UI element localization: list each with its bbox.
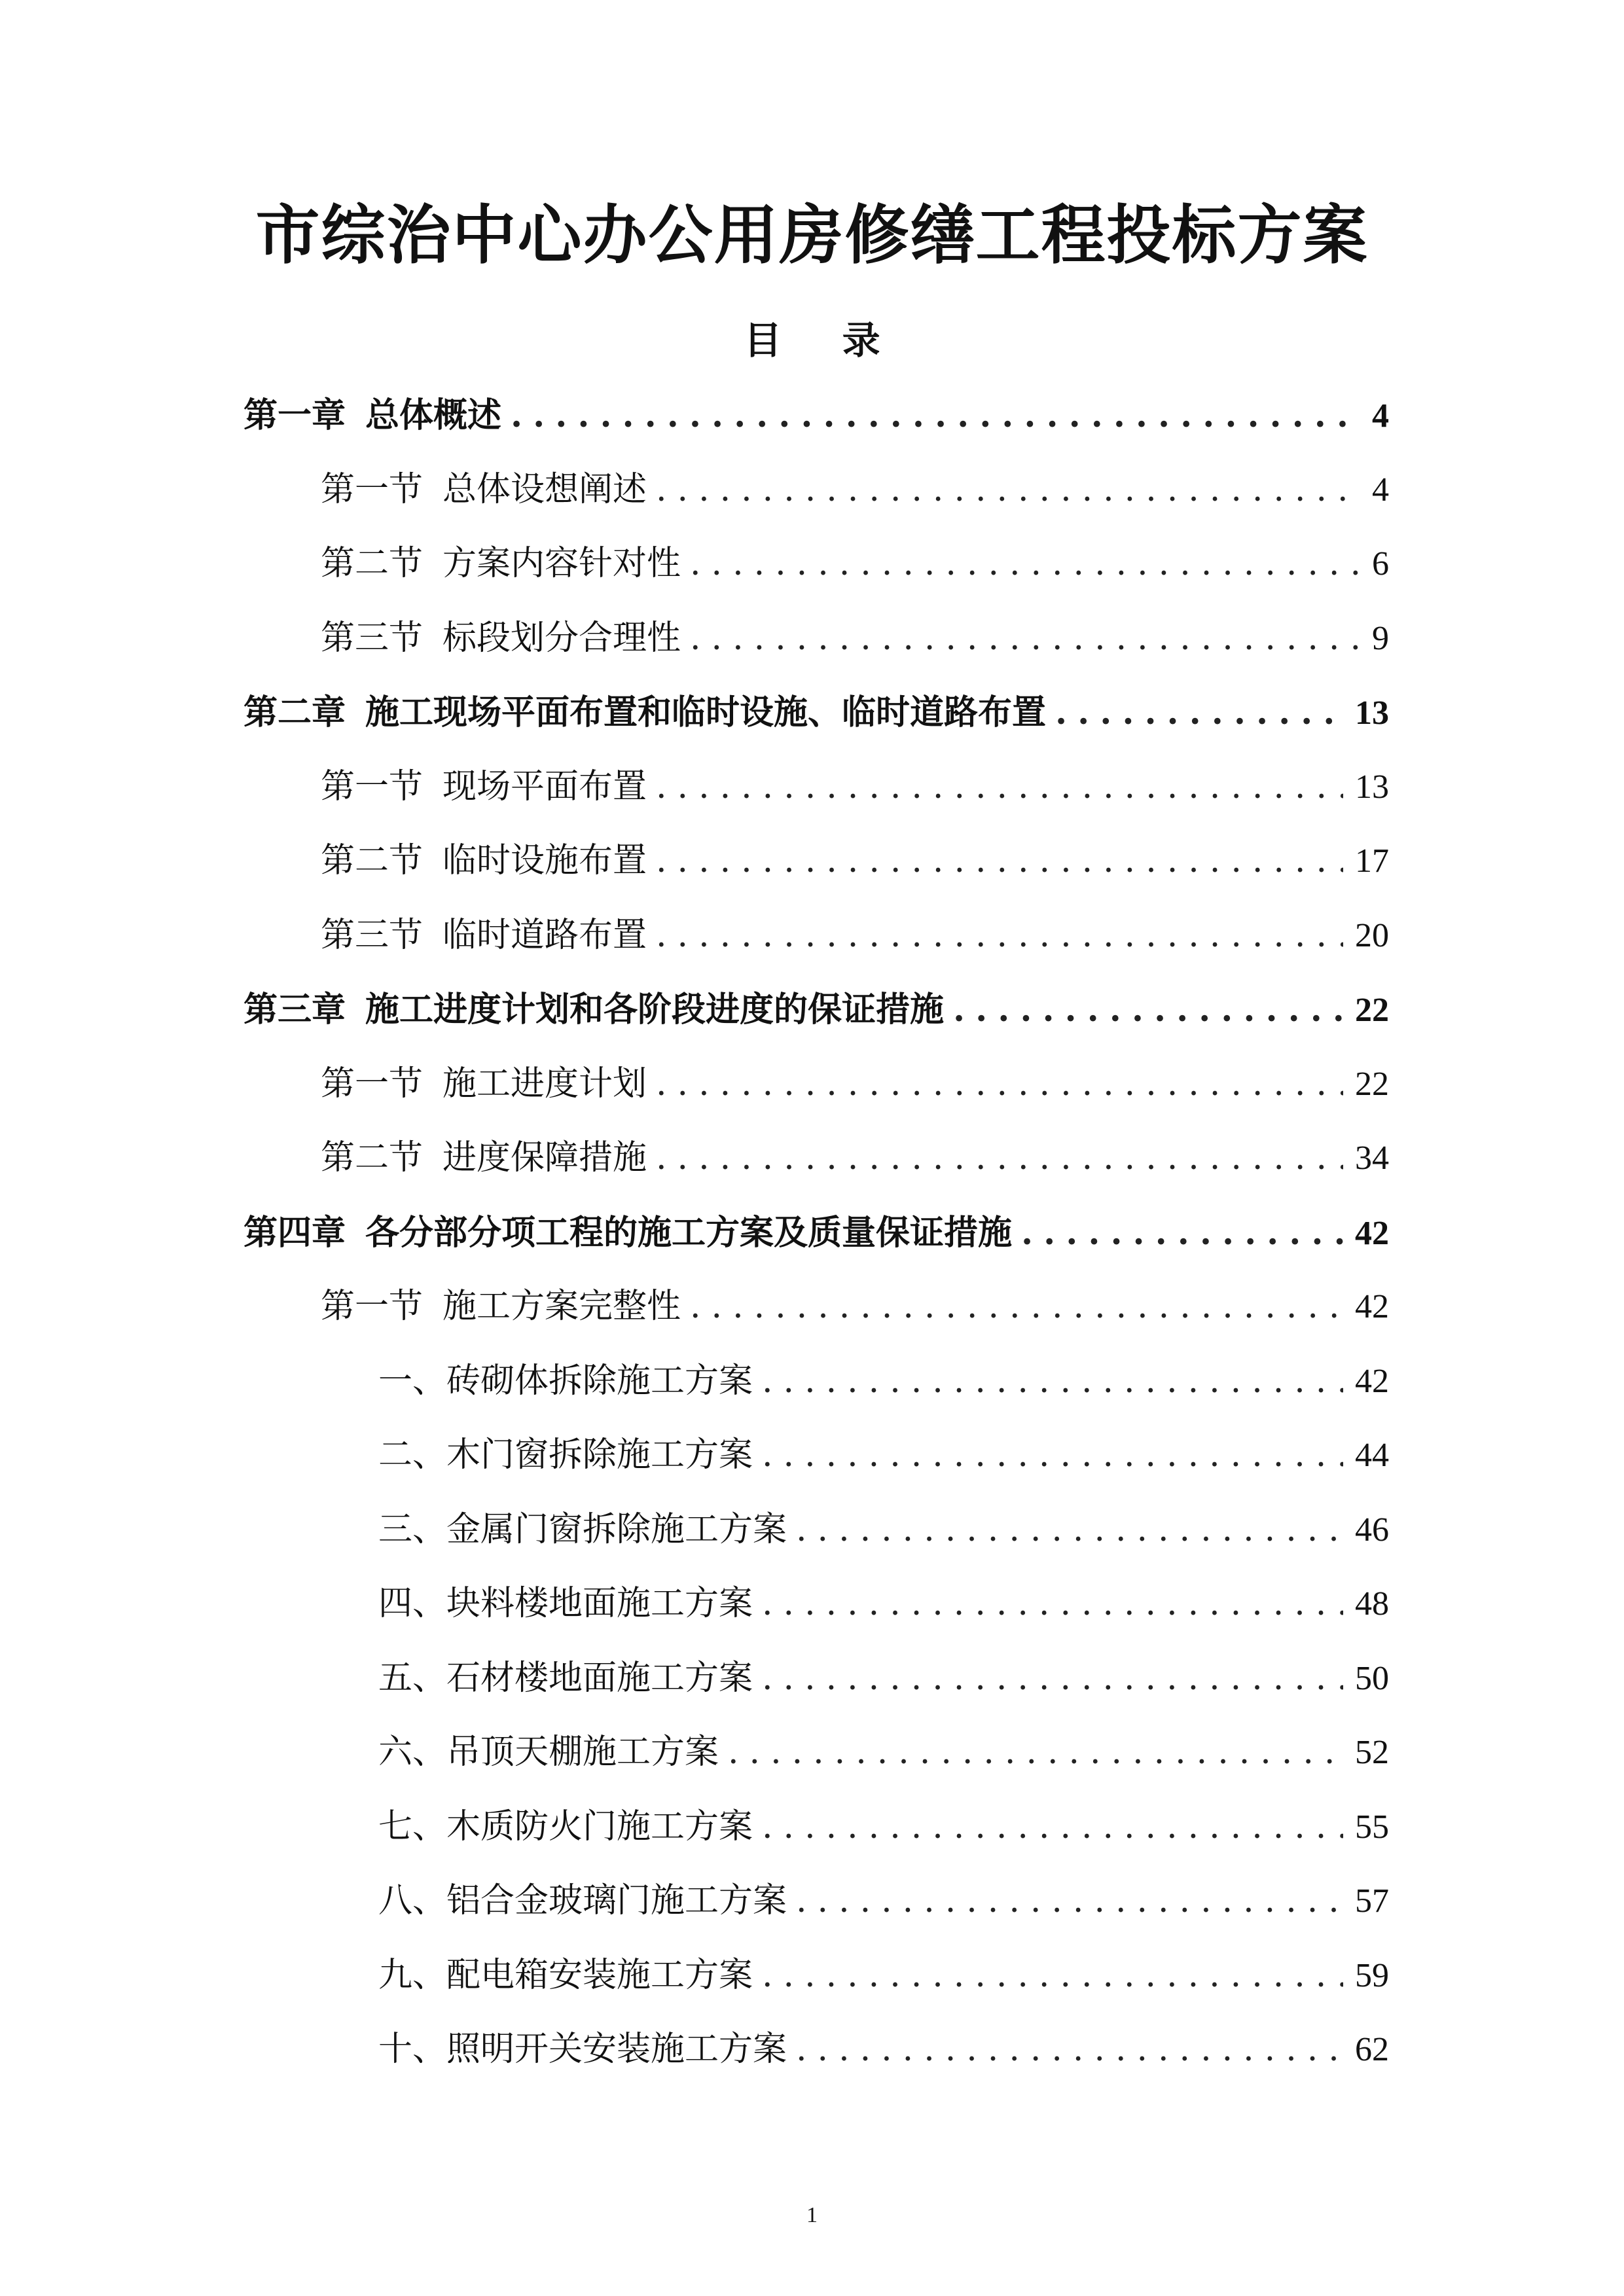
toc-entry-label [321, 899, 647, 973]
toc-entry-text: 照明开关安装施工方案 [446, 2030, 787, 2069]
toc-entry-text: 进度保障措施 [442, 1138, 647, 1177]
toc-heading: 目 录 [744, 318, 904, 363]
toc-entry[interactable] [244, 899, 1389, 973]
toc-entry-number: 第二节 [321, 841, 424, 880]
toc-entry-label [378, 1493, 787, 1568]
toc-entry[interactable] [244, 1567, 1389, 1641]
toc-entry-label [244, 973, 944, 1047]
toc-entry-label [378, 1641, 753, 1716]
toc-entry[interactable] [244, 675, 1389, 750]
toc-entry-text: 各分部分项工程的施工方案及质量保证措施 [365, 1212, 1013, 1253]
dot-leader [796, 1864, 1343, 1939]
toc-entry-page: 4 [1372, 471, 1389, 509]
toc-entry-number: 第三章 [244, 990, 346, 1030]
toc-entry[interactable] [244, 1864, 1389, 1939]
toc-entry-label [378, 1790, 753, 1865]
toc-entry-text: 现场平面布置 [442, 766, 647, 806]
toc-entry-page: 62 [1355, 2031, 1389, 2068]
toc-entry-number: 第一节 [321, 1064, 424, 1103]
toc-entry-page: 42 [1355, 1362, 1389, 1400]
toc-entry-page: 17 [1355, 842, 1389, 880]
dot-leader [762, 1641, 1343, 1716]
dot-leader [953, 973, 1343, 1047]
toc-entry-page: 13 [1355, 768, 1389, 806]
toc-entry-text: 施工现场平面布置和临时设施、临时道路布置 [365, 692, 1047, 732]
dot-leader [511, 378, 1360, 453]
toc-entry-page: 42 [1355, 1288, 1389, 1325]
toc-entry-number: 第四章 [244, 1212, 346, 1253]
dot-leader [762, 1939, 1343, 2013]
toc-entry[interactable] [244, 527, 1389, 601]
toc-entry-number: 第一节 [321, 469, 424, 509]
dot-leader [1055, 675, 1343, 750]
toc-entry-text: 临时设施布置 [442, 841, 647, 880]
toc-entry-number: 六、 [378, 1732, 447, 1772]
toc-entry-label [378, 1567, 753, 1641]
dot-leader [796, 2013, 1343, 2087]
toc-entry-text: 块料楼地面施工方案 [446, 1584, 753, 1623]
toc-entry-label [378, 1418, 753, 1493]
toc-entry-text: 临时道路布置 [442, 915, 647, 955]
dot-leader [656, 453, 1360, 528]
toc-entry[interactable] [244, 1047, 1389, 1122]
toc-entry-page: 6 [1372, 545, 1389, 583]
toc-entry-page: 57 [1355, 1882, 1389, 1920]
dot-leader [728, 1715, 1343, 1790]
toc-entry[interactable] [244, 1344, 1389, 1419]
toc-entry-text: 石材楼地面施工方案 [446, 1658, 753, 1698]
toc-entry-text: 施工方案完整性 [442, 1287, 681, 1326]
toc-entry[interactable] [244, 1641, 1389, 1716]
toc-entry-label [321, 824, 647, 899]
toc-entry-text: 砖砌体拆除施工方案 [446, 1361, 753, 1401]
toc-entry[interactable] [244, 1939, 1389, 2013]
toc-entry-text: 铝合金玻璃门施工方案 [446, 1881, 787, 1920]
toc-entry-text: 施工进度计划 [442, 1064, 647, 1103]
toc-entry-number: 第二节 [321, 1138, 424, 1177]
dot-leader [690, 1270, 1343, 1344]
toc-entry-page: 42 [1355, 1214, 1389, 1252]
toc-entry-number: 七、 [378, 1806, 447, 1846]
toc-entry-label [378, 1344, 753, 1419]
page-number: 1 [806, 2203, 818, 2227]
toc-entry-page: 34 [1355, 1139, 1389, 1177]
toc-entry-number: 第一节 [321, 766, 424, 806]
toc-entry[interactable] [244, 453, 1389, 528]
toc-entry-number: 一、 [378, 1361, 447, 1401]
toc-entry-page: 48 [1355, 1585, 1389, 1623]
toc-entry-number: 八、 [378, 1881, 447, 1920]
toc-entry-label [378, 1715, 719, 1790]
toc-entry-label [244, 378, 501, 453]
toc-entry-page: 52 [1355, 1734, 1389, 1771]
toc-entry[interactable] [244, 1121, 1389, 1196]
toc-entry-text: 总体概述 [365, 395, 502, 435]
toc-entry-number: 第三节 [321, 618, 424, 658]
toc-entry[interactable] [244, 378, 1389, 453]
toc-entry-page: 9 [1372, 619, 1389, 657]
toc-entry-number: 第一章 [244, 395, 346, 435]
toc-entry-text: 金属门窗拆除施工方案 [446, 1509, 787, 1549]
toc-entry-number: 十、 [378, 2030, 447, 2069]
toc-entry-number: 四、 [378, 1584, 447, 1623]
table-of-contents [244, 378, 1389, 2087]
toc-entry-text: 木门窗拆除施工方案 [446, 1435, 753, 1475]
dot-leader [656, 824, 1343, 899]
dot-leader [1021, 1196, 1343, 1270]
toc-entry-text: 木质防火门施工方案 [446, 1806, 753, 1846]
toc-entry-label [378, 1864, 787, 1939]
dot-leader [762, 1790, 1343, 1865]
toc-entry-label [321, 1121, 647, 1196]
toc-entry-text: 方案内容针对性 [442, 544, 681, 583]
toc-entry[interactable] [244, 1790, 1389, 1865]
dot-leader [690, 527, 1360, 601]
toc-entry[interactable] [244, 1715, 1389, 1790]
dot-leader [690, 601, 1360, 676]
toc-entry[interactable] [244, 1418, 1389, 1493]
toc-entry-number: 二、 [378, 1435, 447, 1475]
toc-entry-page: 46 [1355, 1511, 1389, 1549]
toc-entry[interactable] [244, 2013, 1389, 2087]
dot-leader [656, 899, 1343, 973]
toc-entry-label [321, 1047, 647, 1122]
toc-entry-page: 22 [1355, 1065, 1389, 1103]
toc-entry-number: 三、 [378, 1509, 447, 1549]
dot-leader [762, 1567, 1343, 1641]
toc-entry[interactable] [244, 1493, 1389, 1568]
toc-entry-page: 59 [1355, 1956, 1389, 1994]
toc-entry-page: 55 [1355, 1808, 1389, 1846]
toc-entry[interactable] [244, 1196, 1389, 1270]
toc-entry-number: 九、 [378, 1955, 447, 1995]
dot-leader [656, 1047, 1343, 1122]
toc-entry[interactable] [244, 973, 1389, 1047]
toc-entry[interactable] [244, 601, 1389, 676]
toc-entry[interactable] [244, 750, 1389, 825]
toc-entry-label [378, 2013, 787, 2087]
toc-entry-number: 第三节 [321, 915, 424, 955]
toc-entry-text: 标段划分合理性 [442, 618, 681, 658]
toc-entry-number: 第一节 [321, 1287, 424, 1326]
toc-entry-number: 第二章 [244, 692, 346, 732]
dot-leader [656, 1121, 1343, 1196]
toc-entry-label [244, 1196, 1012, 1270]
toc-entry-label [244, 675, 1046, 750]
toc-entry[interactable] [244, 824, 1389, 899]
document-title: 市综治中心办公用房修缮工程投标方案 [255, 198, 1369, 273]
toc-entry-page: 13 [1355, 694, 1389, 732]
dot-leader [796, 1493, 1343, 1568]
dot-leader [762, 1418, 1343, 1493]
toc-entry-page: 4 [1372, 397, 1389, 435]
toc-entry-number: 五、 [378, 1658, 447, 1698]
toc-entry-page: 22 [1355, 992, 1389, 1029]
toc-entry-label [378, 1939, 753, 2013]
toc-entry-text: 施工进度计划和各阶段进度的保证措施 [365, 990, 945, 1030]
toc-entry-label [321, 750, 647, 825]
toc-entry-text: 总体设想阐述 [442, 469, 647, 509]
toc-entry-page: 44 [1355, 1437, 1389, 1474]
toc-entry-label [321, 453, 647, 528]
toc-entry-text: 配电箱安装施工方案 [446, 1955, 753, 1995]
toc-entry[interactable] [244, 1270, 1389, 1344]
toc-entry-page: 20 [1355, 916, 1389, 954]
toc-entry-page: 50 [1355, 1659, 1389, 1697]
dot-leader [656, 750, 1343, 825]
dot-leader [762, 1344, 1343, 1419]
toc-entry-label [321, 1270, 681, 1344]
toc-entry-label [321, 527, 681, 601]
toc-entry-text: 吊顶天棚施工方案 [446, 1732, 719, 1772]
toc-entry-number: 第二节 [321, 544, 424, 583]
toc-entry-label [321, 601, 681, 676]
